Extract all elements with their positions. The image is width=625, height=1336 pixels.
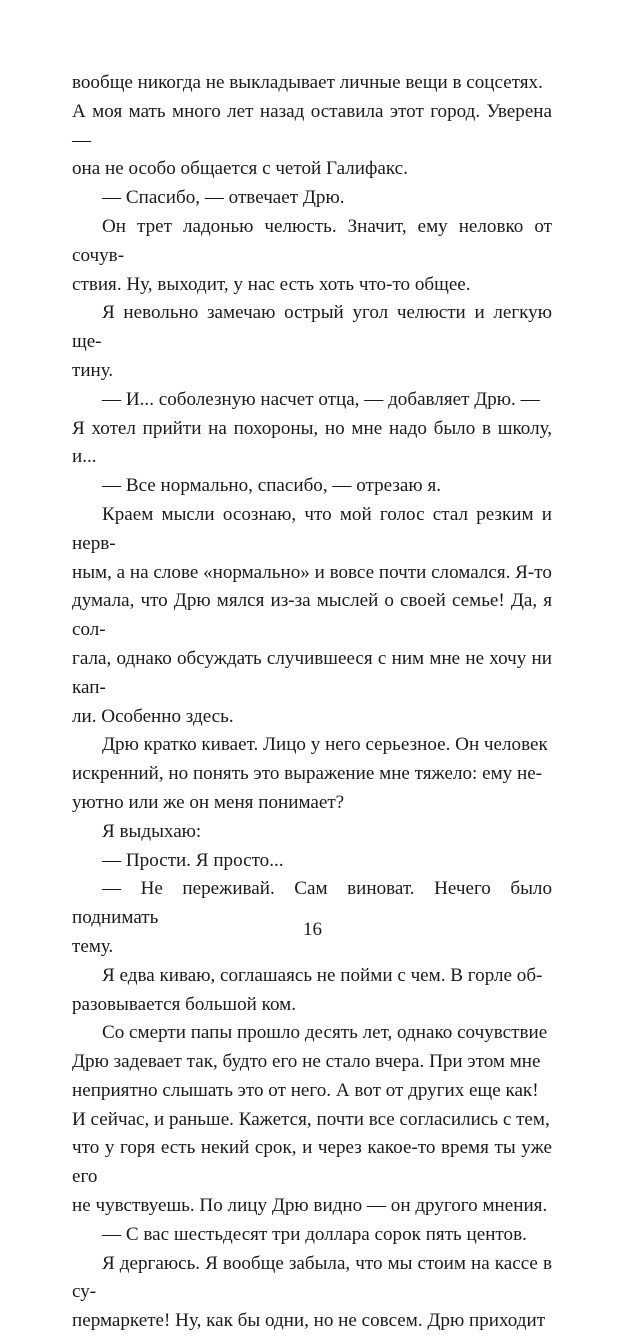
paragraph: Я дергаюсь. Я вообще забыла, что мы стоим на кассе в су- пермаркете! Ну, как бы одни, но не совсем. Дрю приходит [72, 1252, 552, 1332]
paragraph: — И... соболезную насчет отца, — добавляет Дрю. — Я хотел прийти на похороны, но мне надо было в школу, и... [72, 388, 552, 468]
body-text [72, 69, 552, 1336]
paragraph: — Все нормально, спасибо, — отрезаю я. [102, 475, 441, 497]
paragraph: Дрю кратко кивает. Лицо у него серьезное. Он человек искренний, но понять это выражение мне тяжело: ему не- уютно или же он меня понимает? [72, 734, 548, 813]
paragraph: Со смерти папы прошло десять лет, однако сочувствие Дрю задевает так, будто его не стало вчера. При этом мне неприятно слышать это от него. А вот от других еще как! И сейчас, и раньше. Кажется, почти все согласились с тем, что у горя есть некий срок, и через какое-то время ты уже его не чувствуешь. По лицу Дрю видно — он другого мнения. [72, 1022, 552, 1217]
paragraph: Я невольно замечаю острый угол челюсти и легкую ще- тину. [72, 302, 552, 381]
paragraph: — Прости. Я просто... [102, 849, 284, 871]
paragraph: — Не переживай. Сам виноват. Нечего было поднимать тему. [72, 878, 552, 957]
page-number: 16 [303, 919, 322, 940]
paragraph: — Спасибо, — отвечает Дрю. [102, 187, 345, 209]
paragraph: Я выдыхаю: [102, 820, 202, 842]
paragraph: Краем мысли осознаю, что мой голос стал резким и нерв- ным, а на слове «нормально» и вовсе почти сломался. Я-то думала, что Дрю мялся из-за мыслей о своей семье! Да, я сол- гала, однако обсуждать случившееся с ним мне не хочу ни кап- ли. Особенно здесь. [72, 503, 552, 727]
paragraph: Он трет ладонью челюсть. Значит, ему неловко от сочув- ствия. Ну, выходит, у нас есть хоть что-то общее. [72, 215, 552, 295]
paragraph: вообще никогда не выкладывает личные вещи в соцсетях. А моя мать много лет назад оставила этот город. Уверена — она не особо общается с четой Галифакс. [72, 72, 552, 180]
paragraph: Я едва киваю, соглашаясь не пойми с чем. В горле об- разовывается большой ком. [72, 964, 543, 1015]
paragraph: — С вас шестьдесят три доллара сорок пять центов. [102, 1223, 527, 1245]
